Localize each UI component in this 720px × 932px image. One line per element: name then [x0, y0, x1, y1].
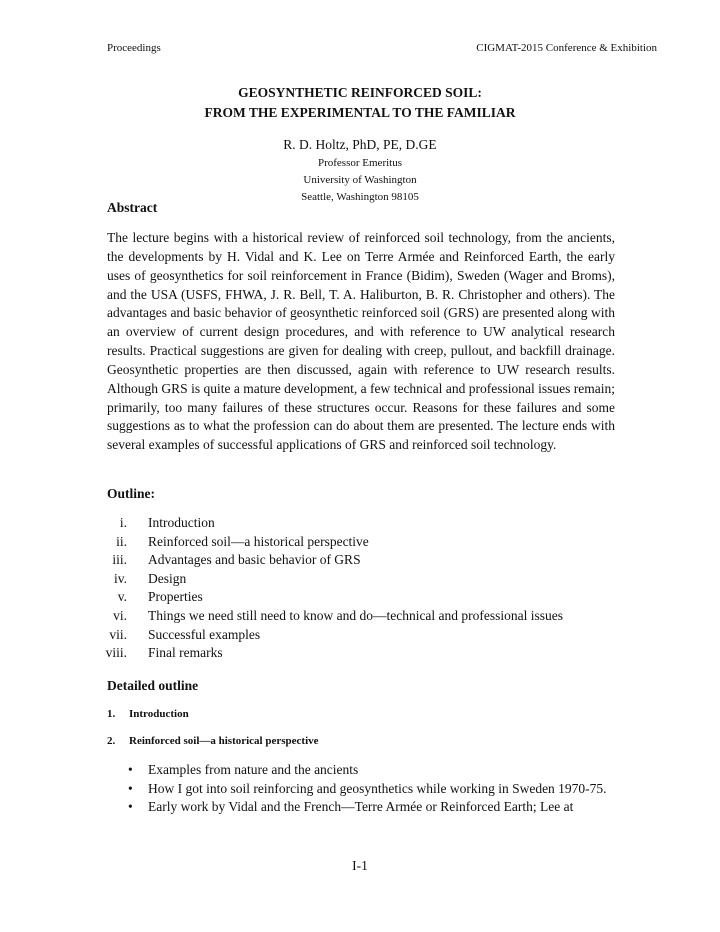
outline-item	[0, 552, 720, 571]
outline-item-number: vi.	[113, 607, 127, 623]
running-header-right: CIGMAT-2015 Conference & Exhibition	[476, 42, 657, 54]
outline-item-text: Properties	[148, 589, 203, 605]
paper-title-line-1: GEOSYNTHETIC REINFORCED SOIL:	[238, 85, 482, 100]
bullet-item	[0, 761, 720, 780]
bullet-dot-icon: •	[128, 762, 133, 777]
bullet-dot-icon: •	[128, 799, 133, 815]
outline-item-text: Introduction	[148, 515, 215, 530]
outline-item-text: Final remarks	[148, 645, 223, 661]
outline-item-text: Design	[148, 570, 187, 586]
detailed-outline-heading: Detailed outline	[107, 678, 199, 693]
paper-title-line-2: FROM THE EXPERIMENTAL TO THE FAMILIAR	[204, 105, 516, 120]
outline-item-number: i.	[119, 515, 127, 530]
outline-item-text: Things we need still need to know and do—technical and professional issues	[148, 607, 564, 623]
bullet-text: How I got into soil reinforcing and geosynthetics while working in Sweden 1970-75.	[148, 780, 607, 796]
bullet-item	[0, 798, 720, 817]
outline-item	[0, 645, 720, 664]
section-title: Introduction	[129, 708, 189, 720]
section-title: Reinforced soil—a historical perspective	[129, 735, 319, 747]
bullet-list	[0, 761, 720, 817]
outline-item	[0, 608, 720, 627]
section-number: 1.	[107, 708, 116, 720]
section-heading	[107, 708, 189, 720]
author-institution: University of Washington	[303, 174, 417, 186]
bullet-dot-icon: •	[128, 780, 133, 796]
author-position: Professor Emeritus	[317, 157, 402, 169]
bullet-text: Examples from nature and the ancients	[148, 762, 359, 777]
outline-heading: Outline:	[107, 486, 156, 501]
author-location: Seattle, Washington 98105	[301, 191, 419, 203]
abstract-heading: Abstract	[107, 200, 158, 215]
abstract-text: The lecture begins with a historical review of reinforced soil technology, from the ancients, the developments by H. Vidal and K. Lee on Terre Armée and Reinforced Earth, the early uses of geosynthetics for soil reinforcement in France (Bidim), Sweden (Wager and Broms), and the USA (USFS, FHWA, J. R. Bell, T. A. Haliburton, B. R. Christopher and others). The advantages and basic behavior of geosynthetic reinforced soil (GRS) are presented along with an overview of current design procedures, and with reference to UW analytical research results. Practical suggestions are given for dealing with creep, pullout, and backfill drainage. Geosynthetic properties are then discussed, again with reference to UW research results. Although GRS is quite a mature development, a few technical and professional issues remain; primarily, too many failures of these structures occur. Reasons for these failures and some suggestions as to what the profession can do about them are presented. The lecture ends with several examples of successful applications of GRS and reinforced soil technology.	[107, 230, 615, 453]
outline-item-text: Reinforced soil—a historical perspective	[148, 533, 369, 549]
outline-item-number: viii.	[105, 645, 127, 661]
running-header-left: Proceedings	[107, 42, 161, 54]
outline-item-number: vii.	[109, 626, 127, 642]
outline-list	[0, 515, 720, 664]
outline-item-number: ii.	[116, 533, 127, 549]
outline-item	[0, 534, 720, 553]
outline-item	[0, 627, 720, 646]
outline-item-text: Successful examples	[148, 626, 261, 642]
outline-item-number: iii.	[112, 552, 127, 568]
outline-item	[0, 589, 720, 608]
section-number: 2.	[107, 735, 116, 747]
bullet-text: Early work by Vidal and the French—Terre Armée or Reinforced Earth; Lee at	[148, 799, 574, 815]
author-name: R. D. Holtz, PhD, PE, D.GE	[283, 137, 437, 152]
outline-item-number: iv.	[114, 570, 127, 586]
outline-item-number: v.	[117, 589, 127, 605]
page-number: I-1	[352, 858, 368, 873]
section-heading	[107, 735, 319, 747]
outline-item	[0, 571, 720, 590]
outline-item	[0, 515, 720, 534]
outline-item-text: Advantages and basic behavior of GRS	[148, 552, 361, 568]
bullet-item	[0, 780, 720, 799]
